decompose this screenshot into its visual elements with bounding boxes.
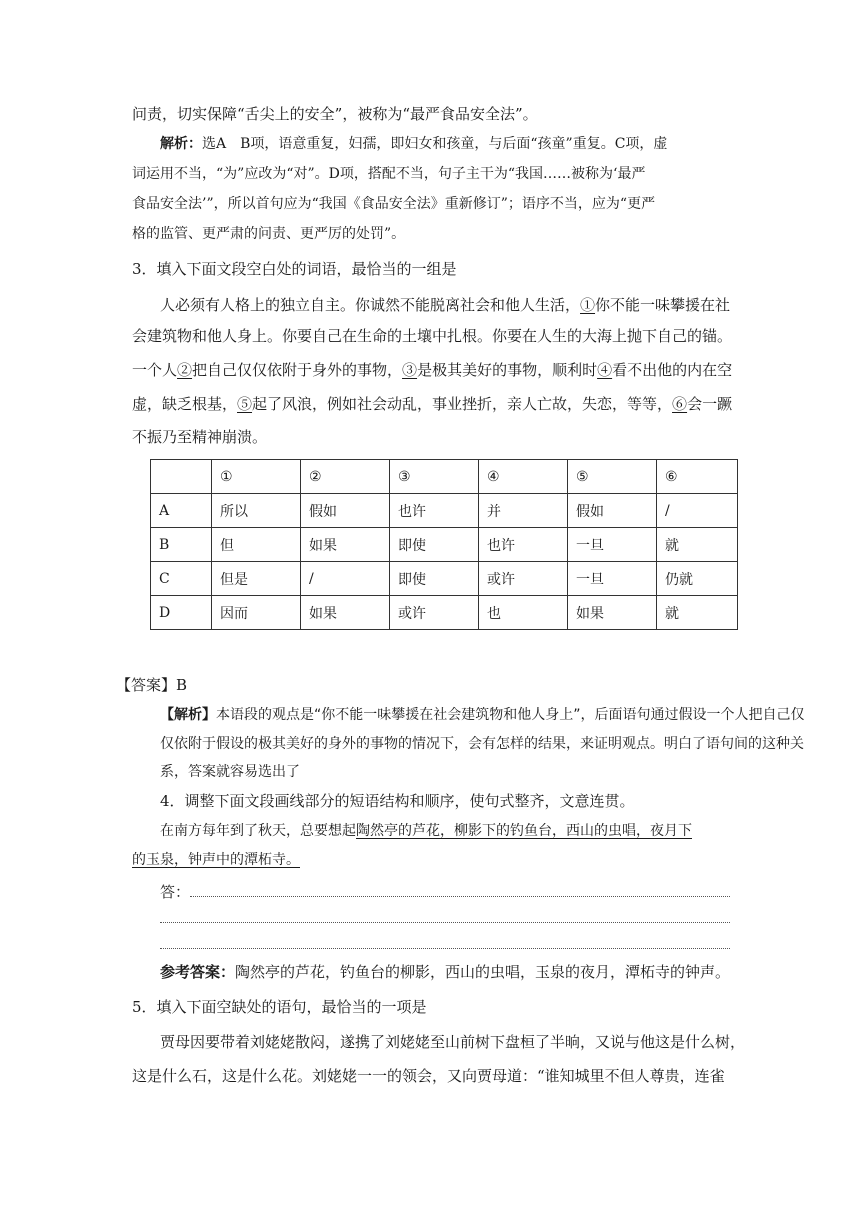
table-cell: / [301,562,390,596]
passage-line-1: 人必须有人格上的独立自主。你诚然不能脱离社会和他人生活，①你不能一味攀援在社 [160,296,731,314]
underlined-phrases: 陶然亭的芦花，柳影下的钓鱼台，西山的虫唱，夜月下 [356,823,692,839]
table-cell: 但 [212,528,301,562]
analysis-line-2: 词运用不当，“为”应改为“对”。D项，搭配不当，句子主干为“我国……被称为‘最严 [132,166,646,182]
passage-line-4: 虚，缺乏根基，⑤起了风浪，例如社会动乱，事业挫折，亲人亡故，失恋，等等，⑥会一蹶 [132,395,733,413]
blank-1: ① [580,296,596,314]
table-cell: 仍就 [657,562,738,596]
table-cell: 也许 [479,528,568,562]
passage-4-line-1: 在南方每年到了秋天，总要想起陶然亭的芦花，柳影下的钓鱼台，西山的虫唱，夜月下 [160,823,692,839]
table-cell: 因而 [212,596,301,630]
table-cell: ④ [479,460,568,494]
intro-text: 问责，切实保障“舌尖上的安全”，被称为“最严食品安全法”。 [132,105,538,123]
table-cell: D [151,596,212,630]
table-cell: ① [212,460,301,494]
table-cell: B [151,528,212,562]
table-cell: 或许 [479,562,568,596]
table-cell [151,460,212,494]
table-cell: A [151,494,212,528]
blank-4: ④ [597,361,613,379]
table-cell: ③ [390,460,479,494]
table-header-row [151,460,738,494]
table-cell: ⑤ [568,460,657,494]
table-cell: 但是 [212,562,301,596]
table-cell: 或许 [390,596,479,630]
analysis-line-1: 解析：选A B项，语意重复，妇孺，即妇女和孩童，与后面“孩童”重复。C项，虚 [160,136,668,152]
blank-6: ⑥ [672,395,688,413]
table-cell: 所以 [212,494,301,528]
table-row [151,562,738,596]
table-cell: 并 [479,494,568,528]
table-cell: 一旦 [568,562,657,596]
blank-2: ② [177,361,193,379]
table-cell: 如果 [568,596,657,630]
table-cell: 也 [479,596,568,630]
table-cell: 假如 [301,494,390,528]
table-cell: 也许 [390,494,479,528]
blank-3: ③ [402,361,418,379]
table-cell: ⑥ [657,460,738,494]
table-cell: 如果 [301,528,390,562]
options-table [150,459,738,630]
answer-line-1[interactable] [190,896,730,897]
answer-label: 答： [160,883,191,901]
answer-line-3[interactable] [160,948,730,949]
blank-5: ⑤ [237,395,253,413]
passage-line-2: 会建筑物和他人身上。你要自己在生命的土壤中扎根。你要在人生的大海上抛下自己的锚。 [132,327,733,345]
analysis-line-4: 格的监管、更严肃的问责、更严厉的处罚”。 [132,226,406,242]
analysis-3-label: 【解析】 [160,707,216,723]
answer-3: 【答案】B [116,676,188,694]
analysis-line-3: 食品安全法’”，所以首句应为“我国《食品安全法》重新修订”；语序不当，应为“更严 [132,196,656,212]
table-row [151,528,738,562]
table-cell: / [657,494,738,528]
passage-line-3: 一个人②把自己仅仅依附于身外的事物，③是极其美好的事物，顺利时④看不出他的内在空 [132,361,733,379]
reference-answer-label: 参考答案： [160,963,236,981]
passage-4-line-2 [132,850,300,870]
passage-5-line-2: 这是什么石，这是什么花。刘姥姥一一的领会，又向贾母道：“谁知城里不但人尊贵，连雀 [132,1067,725,1085]
table-cell: 就 [657,596,738,630]
table-row [151,596,738,630]
table-cell: 就 [657,528,738,562]
table-row [151,494,738,528]
question-4-stem: 4．调整下面文段画线部分的短语结构和顺序，使句式整齐，文意连贯。 [160,792,635,810]
question-5-stem: 5．填入下面空缺处的语句，最恰当的一项是 [132,998,427,1016]
passage-5-line-1: 贾母因要带着刘姥姥散闷，遂携了刘姥姥至山前树下盘桓了半晌，又说与他这是什么树， [160,1033,746,1051]
table-cell: 即使 [390,562,479,596]
table-cell: 假如 [568,494,657,528]
reference-answer: 参考答案：陶然亭的芦花，钓鱼台的柳影，西山的虫唱，玉泉的夜月，潭柘寺的钟声。 [160,963,731,981]
table-cell: ② [301,460,390,494]
analysis-3-line-3: 系，答案就容易选出了 [160,764,300,780]
underlined-phrases-cont: 的玉泉，钟声中的潭柘寺。 [132,852,300,868]
analysis-3-line-1: 【解析】本语段的观点是“你不能一味攀援在社会建筑物和他人身上”，后面语句通过假设一个人把自己仅 [160,707,805,723]
passage-line-5: 不振乃至精神崩溃。 [132,428,268,446]
answer-line-2[interactable] [160,922,730,923]
question-3-stem: 3．填入下面文段空白处的词语，最恰当的一组是 [132,260,457,278]
table-cell: C [151,562,212,596]
analysis-label: 解析： [160,136,202,152]
table-cell: 一旦 [568,528,657,562]
table-cell: 如果 [301,596,390,630]
table-cell: 即使 [390,528,479,562]
analysis-3-line-2: 仅依附于假设的极其美好的身外的事物的情况下，会有怎样的结果，来证明观点。明白了语句间的这种关 [160,736,804,752]
